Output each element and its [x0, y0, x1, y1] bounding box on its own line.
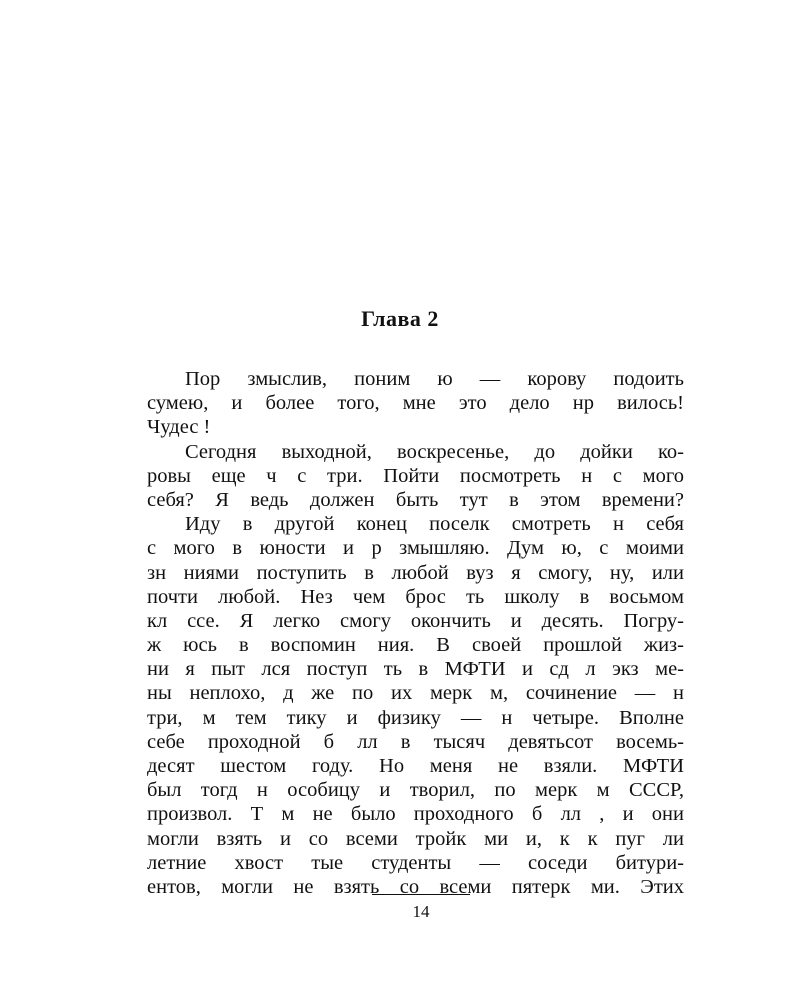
body-text: [147, 367, 684, 899]
text-line: три, м тем тику и физику — н четыре. Вполне: [147, 706, 684, 729]
text-line: Сегодня выходной, воскресенье, до дойки ко-: [185, 440, 684, 463]
page-number: 14: [412, 902, 430, 921]
text-line: ровы еще ч с три. Пойти посмотреть н с мого: [147, 464, 684, 487]
text-line: с мого в юности и р змышляю. Дум ю, с моими: [147, 537, 684, 560]
text-line: ентов, могли не взять со всеми пятерк ми. Этих: [147, 875, 684, 898]
text-line: Иду в другой конец поселк смотреть н себя: [185, 513, 684, 536]
text-line: ни я пыт лся поступ ть в МФТИ и сд л экз ме-: [147, 658, 684, 681]
chapter-title: Глава 2: [361, 306, 439, 331]
text-line: Пор змыслив, поним ю — корову подоить: [185, 368, 684, 390]
text-line: произвол. Т м не было проходного б лл , и они: [147, 803, 684, 826]
text-line: был тогд н особицу и творил, по мерк м СССР,: [147, 779, 684, 802]
text-line: кл ссе. Я легко смогу окончить и десять. Погру-: [147, 609, 684, 632]
text-line: Чудес !: [147, 416, 211, 439]
text-line: ж юсь в воспомин ния. В своей прошлой жиз-: [147, 634, 684, 657]
text-line: почти любой. Нез чем брос ть школу в восьмом: [147, 585, 684, 608]
text-line: летние хвост тые студенты — соседи битури-: [147, 851, 684, 874]
text-line: десят шестом году. Но меня не взяли. МФТИ: [147, 755, 684, 777]
text-line: себе проходной б лл в тысяч девятьсот восемь-: [147, 730, 684, 753]
footer-rule: [372, 894, 470, 895]
text-line: могли взять и со всеми тройк ми и, к к пуг ли: [147, 827, 684, 850]
text-line: зн ниями поступить в любой вуз я смогу, ну, или: [147, 561, 684, 584]
text-line: ны неплохо, д же по их мерк м, сочинение — н: [147, 682, 684, 705]
text-line: себя? Я ведь должен быть тут в этом времени?: [147, 488, 684, 511]
text-line: сумею, и более того, мне это дело нр вилось!: [147, 392, 684, 415]
